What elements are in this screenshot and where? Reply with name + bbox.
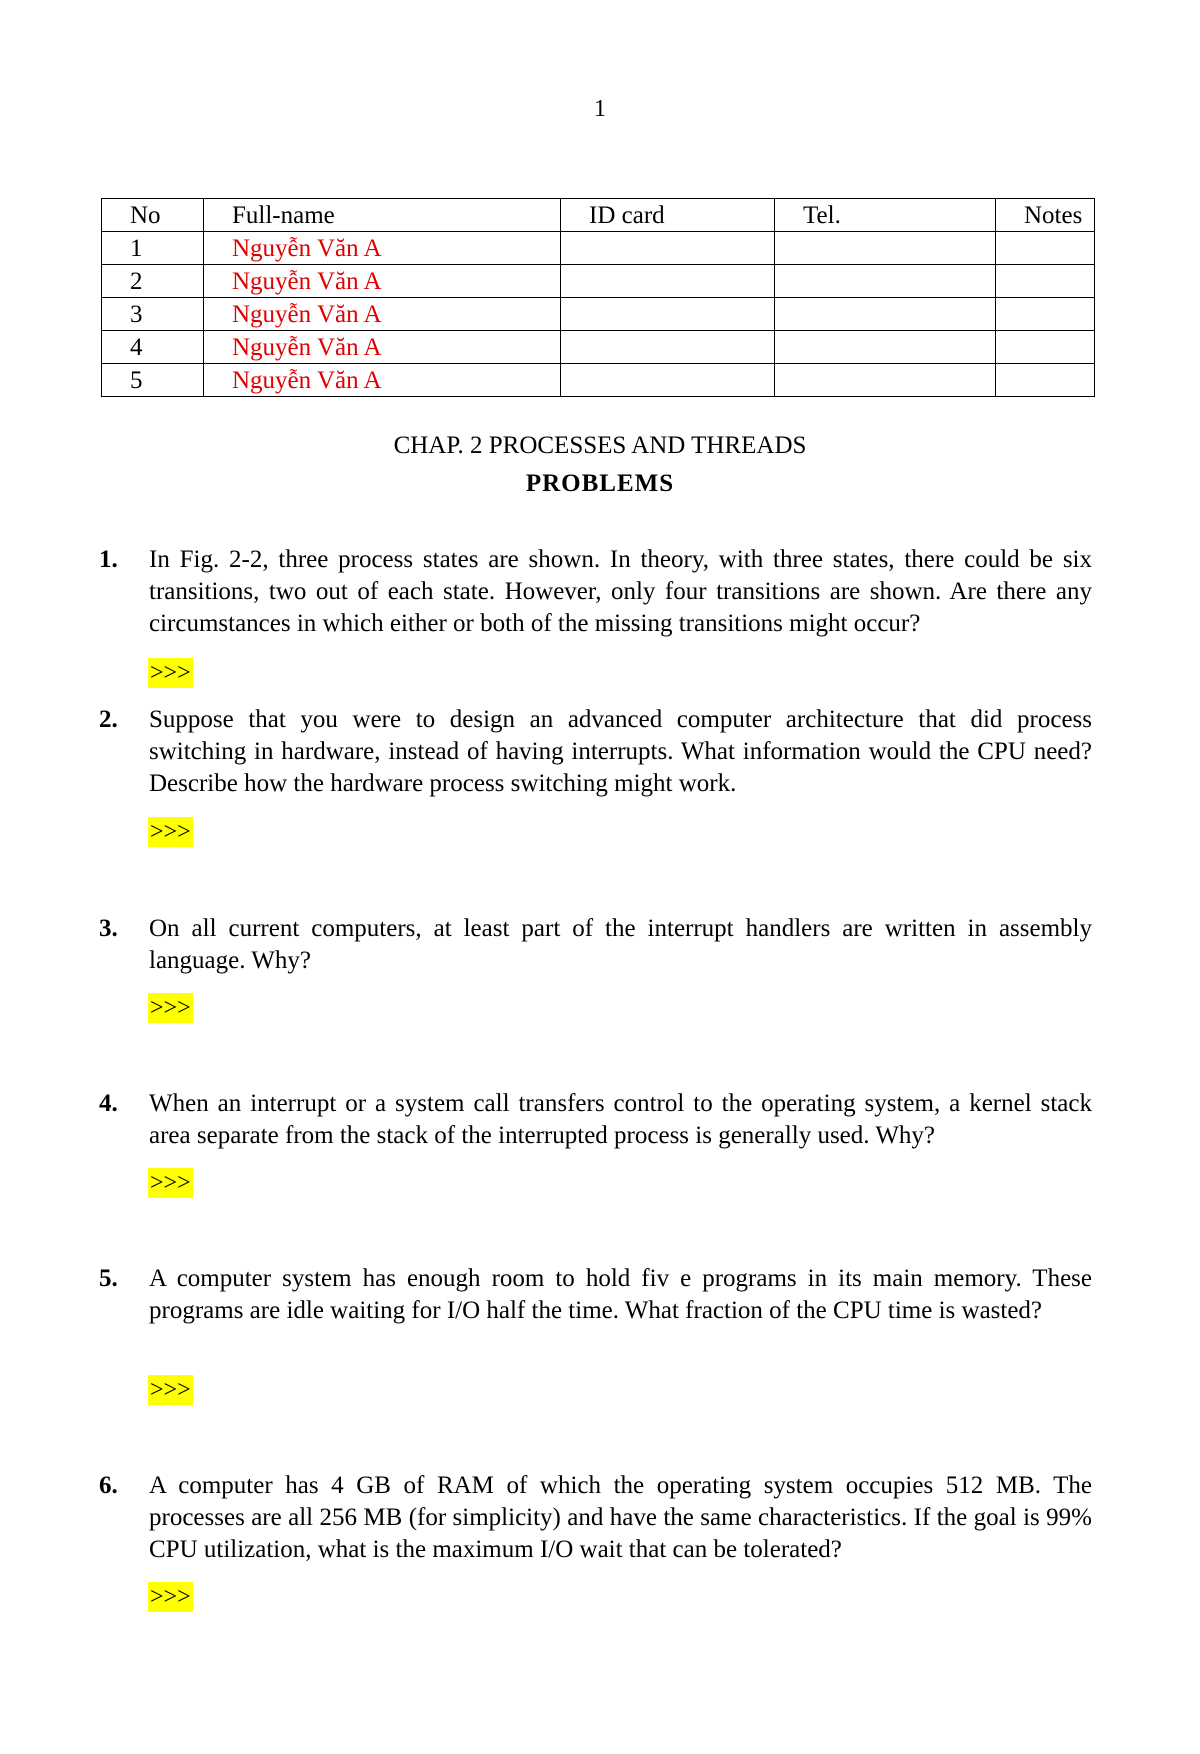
cell-tel — [775, 232, 996, 265]
cell-notes — [996, 331, 1095, 364]
cell-id-card — [561, 364, 775, 397]
chapter-title: CHAP. 2 PROCESSES AND THREADS — [393, 432, 807, 459]
cell-no: 1 — [102, 232, 204, 265]
table-row — [102, 364, 1095, 397]
header-full-name: Full-name — [204, 199, 561, 232]
cell-tel — [775, 298, 996, 331]
cell-notes — [996, 232, 1095, 265]
header-tel: Tel. — [775, 199, 996, 232]
cell-no: 5 — [102, 364, 204, 397]
cell-full-name: Nguyễn Văn A — [204, 298, 561, 331]
answer-placeholder[interactable]: >>> — [150, 995, 191, 1021]
header-id-card: ID card — [561, 199, 775, 232]
table-row — [102, 265, 1095, 298]
page-number: 1 — [594, 96, 606, 122]
problem-text: When an interrupt or a system call transfers control to the operating system, a kernel stack area separate from the stack of the interrupted process is generally used. Why? — [149, 1090, 1092, 1149]
header-no: No — [102, 199, 204, 232]
answer-placeholder[interactable]: >>> — [150, 1584, 191, 1610]
answer-placeholder[interactable]: >>> — [150, 660, 191, 686]
answer-placeholder[interactable]: >>> — [150, 1170, 191, 1196]
problem-text: Suppose that you were to design an advanced computer architecture that did process switching in hardware, instead of having interrupts. What information would the CPU need? Describe how the hardware process switching might work. — [149, 706, 1092, 797]
cell-notes — [996, 298, 1095, 331]
cell-no: 4 — [102, 331, 204, 364]
cell-tel — [775, 265, 996, 298]
cell-no: 2 — [102, 265, 204, 298]
problem-3 — [99, 913, 1092, 977]
table-header-row — [102, 199, 1095, 232]
answer-placeholder[interactable]: >>> — [150, 819, 191, 845]
problem-number: 3. — [99, 915, 118, 942]
problem-text: A computer system has enough room to hold fiv e programs in its main memory. These programs are idle waiting for I/O half the time. What fraction of the CPU time is wasted? — [149, 1265, 1092, 1324]
cell-id-card — [561, 331, 775, 364]
cell-no: 3 — [102, 298, 204, 331]
table-row — [102, 232, 1095, 265]
problem-number: 5. — [99, 1265, 118, 1292]
problem-text: On all current computers, at least part of the interrupt handlers are written in assembly language. Why? — [149, 915, 1092, 974]
problem-2 — [99, 704, 1092, 800]
problem-6 — [99, 1470, 1092, 1566]
header-notes: Notes — [996, 199, 1095, 232]
cell-full-name: Nguyễn Văn A — [204, 364, 561, 397]
cell-id-card — [561, 232, 775, 265]
answer-placeholder[interactable]: >>> — [150, 1377, 191, 1403]
problem-number: 2. — [99, 706, 118, 733]
problem-number: 4. — [99, 1090, 118, 1117]
problem-5 — [99, 1263, 1092, 1327]
cell-notes — [996, 265, 1095, 298]
cell-tel — [775, 364, 996, 397]
problem-text: In Fig. 2-2, three process states are shown. In theory, with three states, there could be six transitions, two out of each state. However, only four transitions are shown. Are there any circumstances in which either or both of the missing transitions might occur? — [149, 546, 1092, 637]
cell-tel — [775, 331, 996, 364]
table-row — [102, 331, 1095, 364]
cell-full-name: Nguyễn Văn A — [204, 232, 561, 265]
cell-full-name: Nguyễn Văn A — [204, 331, 561, 364]
cell-full-name: Nguyễn Văn A — [204, 265, 561, 298]
problem-number: 6. — [99, 1472, 118, 1499]
problem-1 — [99, 544, 1092, 640]
cell-id-card — [561, 298, 775, 331]
problem-text: A computer has 4 GB of RAM of which the operating system occupies 512 MB. The processes are all 256 MB (for simplicity) and have the same characteristics. If the goal is 99% CPU utilization, what is the maximum I/O wait that can be tolerated? — [149, 1472, 1092, 1563]
problem-4 — [99, 1088, 1092, 1152]
problem-number: 1. — [99, 546, 118, 573]
cell-id-card — [561, 265, 775, 298]
table-row — [102, 298, 1095, 331]
cell-notes — [996, 364, 1095, 397]
section-title: PROBLEMS — [525, 470, 675, 497]
student-roster-table — [101, 198, 1095, 397]
